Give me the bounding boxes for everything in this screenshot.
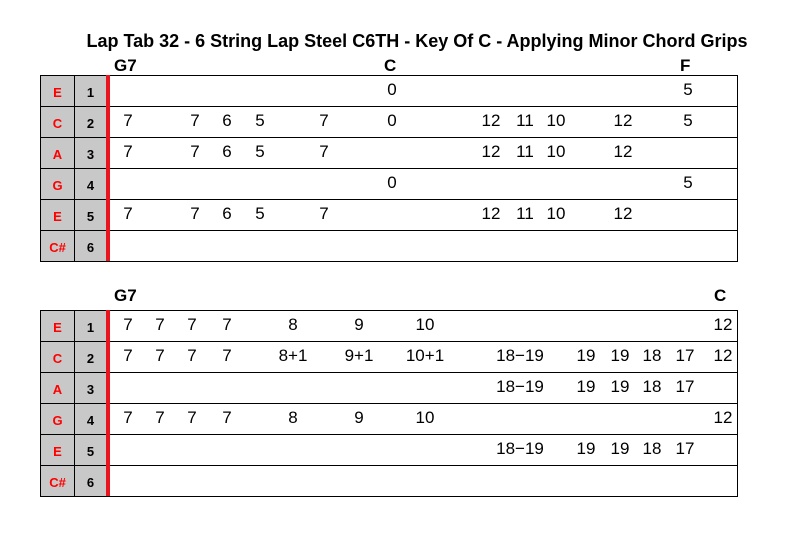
fret-number: 10: [546, 111, 566, 130]
fret-number: 7: [319, 142, 329, 161]
string-row-4: [40, 168, 738, 199]
string-note-label: A: [40, 137, 74, 168]
fret-number: 17: [675, 346, 695, 365]
fret-number: 19: [610, 346, 630, 365]
string-note-label: G: [40, 168, 74, 199]
fret-number: 7: [123, 204, 133, 223]
tab-line: [110, 230, 738, 261]
fret-number: 12: [713, 408, 733, 427]
string-note-label: C: [40, 341, 74, 372]
fret-number: 6: [222, 111, 232, 130]
fret-number: 0: [387, 80, 397, 99]
string-note-label: C: [40, 106, 74, 137]
fret-number: 7: [155, 408, 165, 427]
fret-number: 8+1: [278, 346, 308, 365]
fret-number: 5: [683, 80, 693, 99]
fret-number: 7: [123, 142, 133, 161]
fret-number: 7: [155, 346, 165, 365]
fret-number: 7: [123, 315, 133, 334]
chord-label: C: [384, 56, 397, 75]
fret-number: 9: [354, 408, 364, 427]
fret-number: 18: [642, 439, 662, 458]
fret-number: 19: [576, 346, 596, 365]
fret-number: 7: [319, 204, 329, 223]
fret-number: 18−19: [496, 439, 544, 458]
fret-number: 7: [222, 346, 232, 365]
fret-number: 12: [713, 346, 733, 365]
string-number-label: 4: [74, 403, 106, 434]
string-note-label: C#: [40, 230, 74, 261]
tab-bottom-border: [40, 496, 738, 497]
fret-number: 5: [255, 111, 265, 130]
fret-number: 0: [387, 111, 397, 130]
fret-number: 7: [190, 142, 200, 161]
tab-line: [110, 75, 738, 106]
chord-label: F: [680, 56, 691, 75]
fret-number: 12: [713, 315, 733, 334]
string-note-label: G: [40, 403, 74, 434]
fret-number: 7: [319, 111, 329, 130]
fret-number: 17: [675, 439, 695, 458]
page-title: Lap Tab 32 - 6 String Lap Steel C6TH - Key Of C - Applying Minor Chord Grips: [86, 31, 748, 51]
fret-number: 7: [190, 111, 200, 130]
tab-line: [110, 465, 738, 496]
fret-number: 10: [415, 408, 435, 427]
fret-number: 8: [288, 315, 298, 334]
fret-number: 19: [576, 377, 596, 396]
fret-number: 5: [683, 111, 693, 130]
string-row-5: [40, 199, 738, 230]
string-row-1: [40, 75, 738, 106]
fret-number: 7: [187, 408, 197, 427]
fret-number: 12: [481, 204, 501, 223]
string-number-label: 6: [74, 465, 106, 496]
fret-number: 18: [642, 377, 662, 396]
fret-number: 5: [255, 142, 265, 161]
string-row-2: [40, 106, 738, 137]
fret-number: 9: [354, 315, 364, 334]
fret-number: 10+1: [405, 346, 445, 365]
string-note-label: E: [40, 310, 74, 341]
fret-number: 18: [642, 346, 662, 365]
chord-label: C: [714, 286, 727, 305]
string-note-label: C#: [40, 465, 74, 496]
chord-label: G7: [114, 56, 137, 75]
fret-number: 11: [516, 111, 534, 130]
chord-label: G7: [114, 286, 137, 305]
string-note-label: E: [40, 75, 74, 106]
fret-number: 8: [288, 408, 298, 427]
string-row-4: [40, 403, 738, 434]
fret-number: 5: [683, 173, 693, 192]
fret-number: 7: [123, 346, 133, 365]
fret-number: 10: [546, 142, 566, 161]
string-number-label: 2: [74, 341, 106, 372]
fret-number: 6: [222, 204, 232, 223]
tab-line: [110, 106, 738, 137]
fret-number: 12: [613, 142, 633, 161]
fret-number: 10: [415, 315, 435, 334]
fret-number: 7: [123, 111, 133, 130]
fret-number: 10: [546, 204, 566, 223]
string-row-6: [40, 465, 738, 496]
string-number-label: 5: [74, 434, 106, 465]
fret-number: 12: [481, 111, 501, 130]
fret-number: 7: [222, 315, 232, 334]
fret-number: 7: [187, 315, 197, 334]
tab-left-border: [40, 75, 41, 261]
fret-number: 19: [610, 377, 630, 396]
string-row-2: [40, 341, 738, 372]
string-row-3: [40, 137, 738, 168]
fret-number: 18−19: [496, 377, 544, 396]
fret-number: 0: [387, 173, 397, 192]
fret-number: 12: [613, 204, 633, 223]
fret-number: 7: [187, 346, 197, 365]
string-note-label: E: [40, 199, 74, 230]
tab-line: [110, 137, 738, 168]
tab-line: [110, 168, 738, 199]
fret-number: 11: [516, 142, 534, 161]
tab-bottom-border: [40, 261, 738, 262]
string-row-1: [40, 310, 738, 341]
fret-number: 12: [613, 111, 633, 130]
string-number-label: 1: [74, 310, 106, 341]
fret-number: 7: [190, 204, 200, 223]
fret-number: 7: [155, 315, 165, 334]
string-row-5: [40, 434, 738, 465]
fret-number: 17: [675, 377, 695, 396]
string-number-label: 2: [74, 106, 106, 137]
string-note-label: A: [40, 372, 74, 403]
string-number-label: 1: [74, 75, 106, 106]
fret-number: 5: [255, 204, 265, 223]
string-number-label: 5: [74, 199, 106, 230]
string-note-label: E: [40, 434, 74, 465]
tab-left-border: [40, 310, 41, 496]
fret-number: 7: [222, 408, 232, 427]
fret-number: 19: [610, 439, 630, 458]
string-number-label: 3: [74, 137, 106, 168]
fret-number: 9+1: [344, 346, 374, 365]
fret-number: 12: [481, 142, 501, 161]
fret-number: 11: [516, 204, 534, 223]
fret-number: 7: [123, 408, 133, 427]
fret-number: 19: [576, 439, 596, 458]
string-number-label: 4: [74, 168, 106, 199]
string-number-label: 3: [74, 372, 106, 403]
string-row-3: [40, 372, 738, 403]
fret-number: 6: [222, 142, 232, 161]
string-row-6: [40, 230, 738, 261]
string-number-label: 6: [74, 230, 106, 261]
tab-line: [110, 199, 738, 230]
fret-number: 18−19: [496, 346, 544, 365]
